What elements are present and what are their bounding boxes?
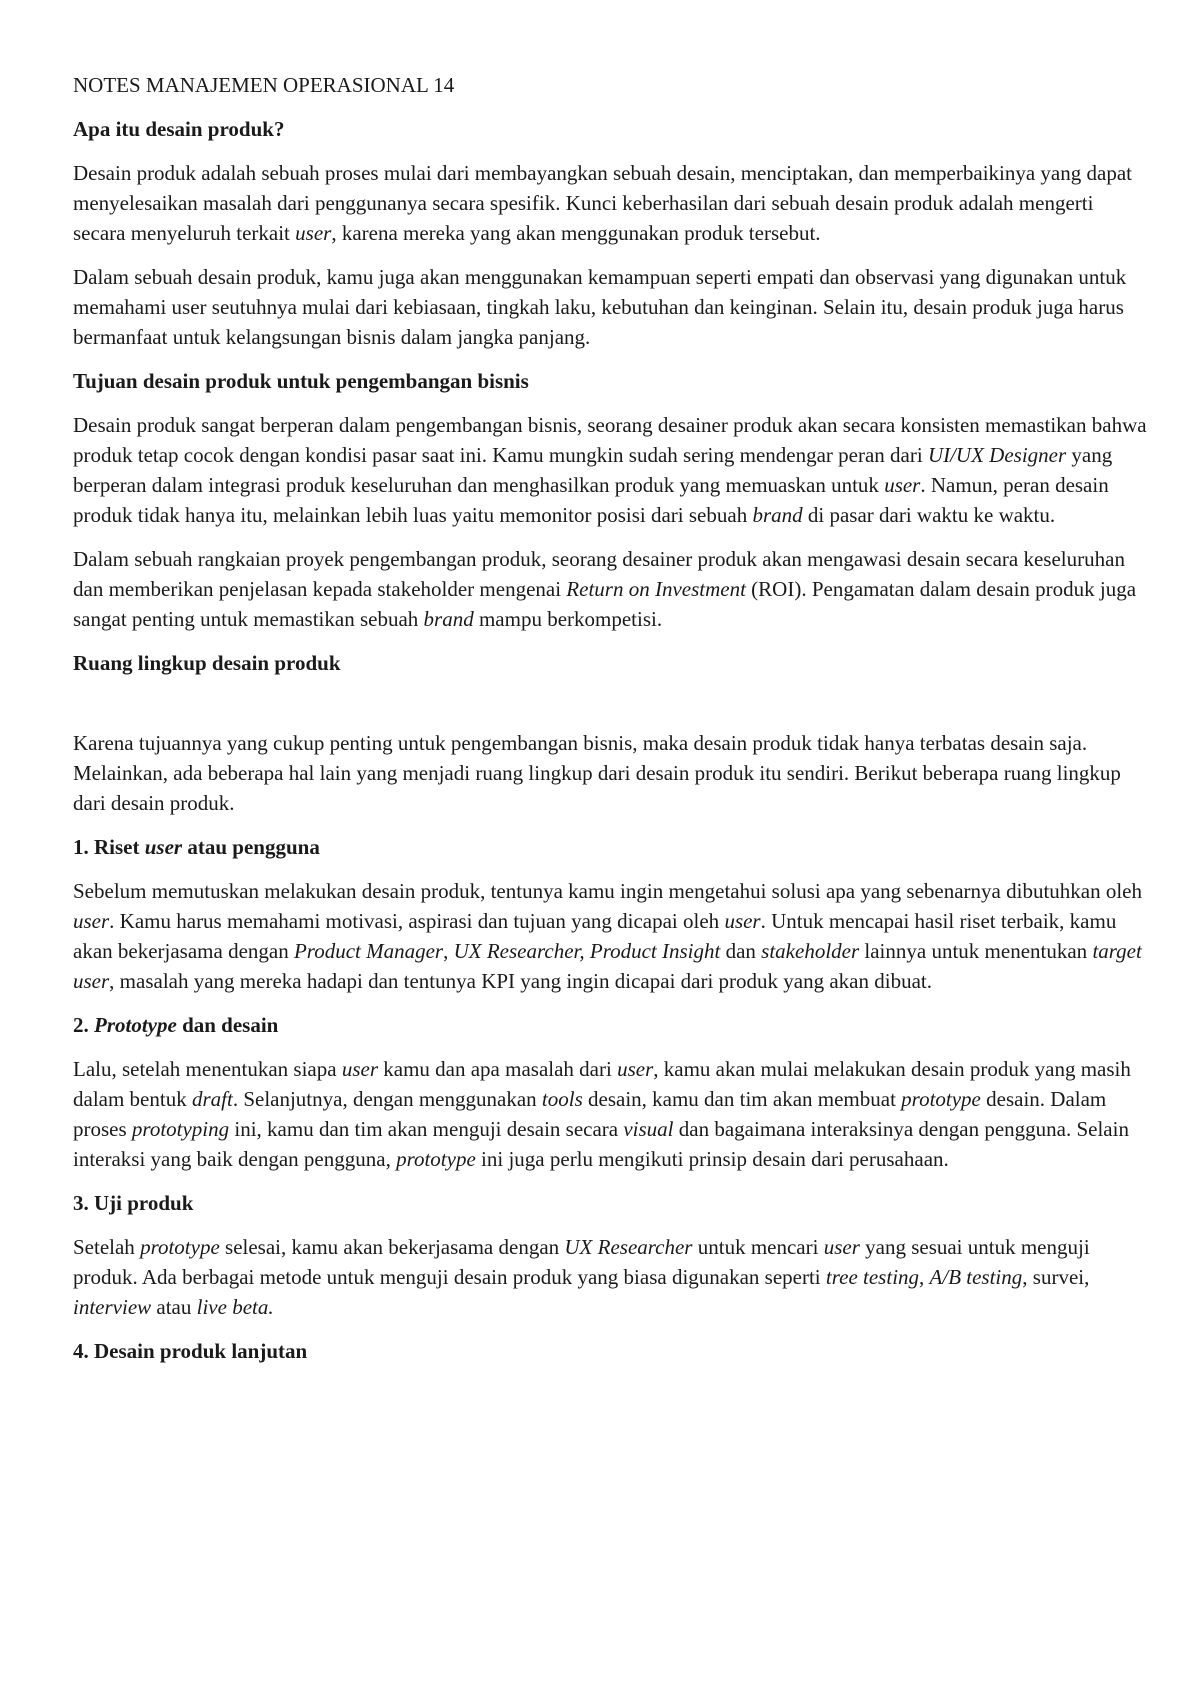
text-run: lainnya untuk menentukan [859, 939, 1093, 963]
text-run: 1. Riset [73, 835, 145, 859]
italic-text: user [295, 221, 332, 245]
text-run: Sebelum memutuskan melakukan desain produk, tentunya kamu ingin mengetahui solusi apa yang sebenarnya dibutuhkan oleh [73, 879, 1143, 903]
text-run: , [919, 1265, 930, 1289]
section-heading [73, 832, 1148, 862]
text-run: Dalam sebuah desain produk, kamu juga akan menggunakan kemampuan seperti empati dan observasi yang digunakan untuk memahami user seutuhnya mulai dari kebiasaan, tingkah laku, kebutuhan dan keinginan. Selain itu, desain produk juga harus bermanfaat untuk kelangsungan bisnis dalam jangka panjang. [73, 265, 1127, 349]
italic-text: interview [73, 1295, 152, 1319]
italic-text: brand [423, 607, 474, 631]
text-run: , masalah yang mereka hadapi dan tentunya KPI yang ingin dicapai dari produk yang akan dibuat. [109, 969, 932, 993]
text-run: Setelah [73, 1235, 141, 1259]
section-heading [73, 648, 1148, 678]
italic-text: user [341, 1057, 378, 1081]
italic-text: user [884, 473, 921, 497]
text-run: Ruang lingkup desain produk [73, 651, 341, 675]
text-run: di pasar dari waktu ke waktu. [802, 503, 1056, 527]
text-run: selesai, kamu akan bekerjasama dengan [219, 1235, 565, 1259]
text-run: ini juga perlu mengikuti prinsip desain dari perusahaan. [475, 1147, 949, 1171]
document-blocks [73, 114, 1148, 1366]
body-paragraph [73, 410, 1148, 530]
body-paragraph [73, 1054, 1148, 1174]
body-paragraph [73, 158, 1148, 248]
text-run: ini, kamu dan tim akan menguji desain secara [229, 1117, 624, 1141]
text-run: Dalam sebuah rangkaian proyek pengembangan produk, seorang desainer produk akan mengawasi desain secara keseluruhan dan memberikan penjelasan kepada stakeholder mengenai [73, 547, 1125, 601]
italic-text: target user [73, 939, 1142, 993]
italic-text: Product Manager [293, 939, 444, 963]
text-run: mampu berkompetisi. [473, 607, 663, 631]
italic-text: UX Researcher, Product Insight [453, 939, 721, 963]
text-run: . Selanjutnya, dengan menggunakan [232, 1087, 542, 1111]
text-run: , [443, 939, 454, 963]
text-run: desain, kamu dan tim akan membuat [582, 1087, 902, 1111]
text-run: , karena mereka yang akan menggunakan produk tersebut. [331, 221, 821, 245]
text-run: desain. Dalam proses [73, 1087, 1107, 1141]
body-paragraph [73, 544, 1148, 634]
text-run: . Kamu harus memahami motivasi, aspirasi dan tujuan yang dicapai oleh [109, 909, 725, 933]
text-run: dan [720, 939, 762, 963]
text-run: . Untuk mencapai hasil riset terbaik, kamu akan bekerjasama dengan [73, 909, 1117, 963]
document-body [73, 70, 1148, 1380]
italic-text: prototype [396, 1147, 476, 1171]
text-run: yang berperan dalam integrasi produk keseluruhan dan menghasilkan produk yang memuaskan untuk [73, 443, 1113, 497]
italic-text: prototyping [131, 1117, 230, 1141]
italic-text: brand [752, 503, 803, 527]
section-heading [73, 114, 1148, 144]
italic-text: UX Researcher [564, 1235, 693, 1259]
text-run: Lalu, setelah menentukan siapa [73, 1057, 342, 1081]
text-run: Desain produk adalah sebuah proses mulai dari membayangkan sebuah desain, menciptakan, dan memperbaikinya yang dapat menyelesaikan masalah dari penggunanya secara spesifik. Kunci keberhasilan dari sebuah desain produk adalah mengerti secara menyeluruh terkait [73, 161, 1132, 245]
section-heading [73, 1336, 1148, 1366]
text-run: dan bagaimana interaksinya dengan pengguna. Selain interaksi yang baik dengan pengguna, [73, 1117, 1129, 1171]
text-run: atau [151, 1295, 197, 1319]
body-paragraph [73, 262, 1148, 352]
document-title: NOTES MANAJEMEN OPERASIONAL 14 [73, 73, 455, 97]
text-run: (ROI). Pengamatan dalam desain produk juga sangat penting untuk memastikan sebuah [73, 577, 1137, 631]
text-run: Apa itu desain produk? [73, 117, 285, 141]
text-run: yang sesuai untuk menguji produk. Ada berbagai metode untuk menguji desain produk yang biasa digunakan seperti [73, 1235, 1090, 1289]
italic-text: prototype [901, 1087, 981, 1111]
section-heading [73, 1188, 1148, 1218]
text-run: untuk mencari [692, 1235, 824, 1259]
text-run: 4. Desain produk lanjutan [73, 1339, 308, 1363]
italic-text: prototype [140, 1235, 220, 1259]
body-paragraph [73, 1232, 1148, 1322]
italic-text: user [724, 909, 761, 933]
section-heading [73, 366, 1148, 396]
italic-text: UI/UX Designer [927, 443, 1067, 467]
body-paragraph [73, 728, 1148, 818]
italic-text: user [144, 835, 183, 859]
italic-text: user [73, 909, 110, 933]
italic-text: A/B testing [929, 1265, 1023, 1289]
text-run: atau pengguna [182, 835, 320, 859]
body-paragraph [73, 876, 1148, 996]
text-run: 3. Uji produk [73, 1191, 194, 1215]
italic-text: tools [541, 1087, 583, 1111]
italic-text: user [617, 1057, 654, 1081]
italic-text: live beta. [196, 1295, 274, 1319]
text-run: Tujuan desain produk untuk pengembangan bisnis [73, 369, 529, 393]
text-run: . Namun, peran desain produk tidak hanya itu, melainkan lebih luas yaitu memonitor posisi dari sebuah [73, 473, 1109, 527]
text-run: , survei, [1022, 1265, 1090, 1289]
text-run: Karena tujuannya yang cukup penting untuk pengembangan bisnis, maka desain produk tidak hanya terbatas desain saja. Melainkan, ada beberapa hal lain yang menjadi ruang lingkup dari desain produk itu sendiri. Berikut beberapa ruang lingkup dari desain produk. [73, 731, 1121, 815]
section-heading [73, 1010, 1148, 1040]
text-run: kamu dan apa masalah dari [378, 1057, 618, 1081]
italic-text: Prototype [94, 1013, 177, 1037]
text-run: Desain produk sangat berperan dalam pengembangan bisnis, seorang desainer produk akan secara konsisten memastikan bahwa produk tetap cocok dengan kondisi pasar saat ini. Kamu mungkin sudah sering mendengar peran dari [73, 413, 1147, 467]
italic-text: Return on Investment [566, 577, 746, 601]
text-run: , kamu akan mulai melakukan desain produk yang masih dalam bentuk [73, 1057, 1131, 1111]
text-run: dan desain [176, 1013, 279, 1037]
italic-text: user [823, 1235, 860, 1259]
italic-text: tree testing [825, 1265, 920, 1289]
italic-text: stakeholder [761, 939, 860, 963]
text-run: 2. [73, 1013, 94, 1037]
italic-text: visual [623, 1117, 674, 1141]
italic-text: draft [191, 1087, 233, 1111]
